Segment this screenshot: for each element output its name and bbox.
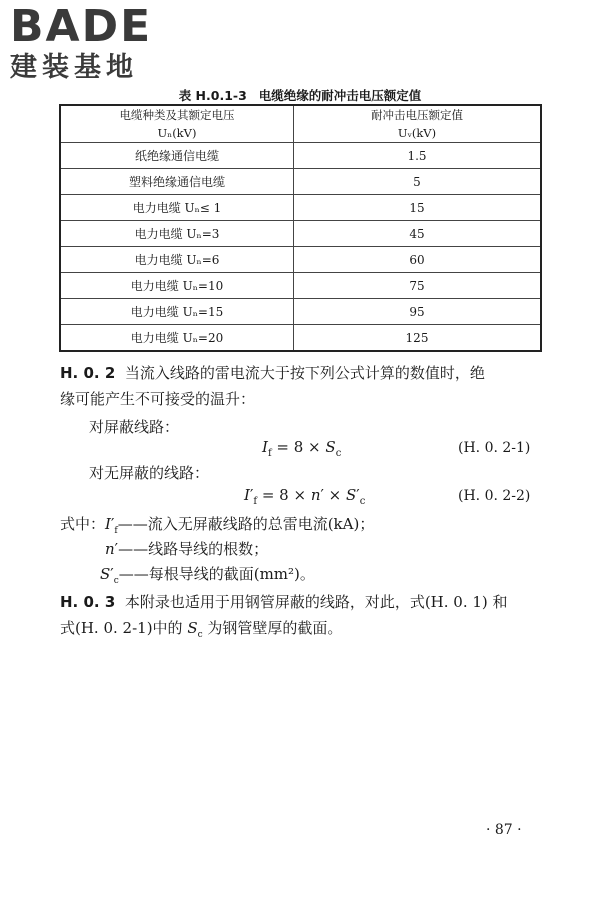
section-h03-number: H. 0. 3 [60,593,116,611]
cable-type-cell: 纸绝缘通信电缆 [60,143,294,169]
cable-type-cell: 电力电缆 Uₙ=20 [60,325,294,352]
table-row [60,299,541,325]
section-h02-line1: 当流入线路的雷电流大于按下列公式计算的数值时，绝 [124,364,485,382]
section-h03-line2: 式(H. 0. 2-1)中的 $S_c$ 为钢管壁厚的截面。 [60,619,343,640]
definition-1: 式中：$I'_f——$流入无屏蔽线路的总雷电流(kA)； [60,515,375,536]
definition-3-text: ——每根导线的截面(mm²)。 [118,565,315,583]
shielded-formula: $I_f = 8 \times S_c$ [262,438,342,459]
impulse-voltage-cell: 5 [294,169,542,195]
section-h02 [60,360,485,386]
header-cable-type-line2: Uₙ(kV) [60,124,294,143]
unshielded-formula: $I'_f = 8 \times n' \times S'_c$ [244,486,366,507]
table-row [60,221,541,247]
unshielded-label: 对无屏蔽的线路： [89,464,210,482]
header-cable-type-line1: 电缆种类及其额定电压 [60,105,294,124]
cable-type-cell: 电力电缆 Uₙ=6 [60,247,294,273]
table-caption-number: 表 H.0.1-3 [178,88,247,103]
table-row [60,195,541,221]
cable-type-cell: 电力电缆 Uₙ=3 [60,221,294,247]
header-rated-voltage-line1: 耐冲击电压额定值 [294,105,542,124]
cable-type-cell: 电力电缆 Uₙ≤ 1 [60,195,294,221]
impulse-voltage-cell: 125 [294,325,542,352]
cable-type-cell: 塑料绝缘通信电缆 [60,169,294,195]
impulse-voltage-cell: 75 [294,273,542,299]
impulse-voltage-table [59,104,542,352]
table-row [60,273,541,299]
shielded-label: 对屏蔽线路： [89,418,180,436]
definition-2-text: ——线路导线的根数； [118,540,269,558]
impulse-voltage-cell: 1.5 [294,143,542,169]
impulse-voltage-cell: 15 [294,195,542,221]
table-row [60,247,541,273]
shielded-eq-number: (H. 0. 2-1) [458,440,531,456]
cable-type-cell: 电力电缆 Uₙ=15 [60,299,294,325]
unshielded-eq-number: (H. 0. 2-2) [458,488,531,504]
definitions-intro: 式中： [60,515,106,533]
logo-brand-en: BADE [10,1,153,52]
cable-type-cell: 电力电缆 Uₙ=10 [60,273,294,299]
table-caption [60,86,540,104]
page-number: · 87 · [486,822,522,838]
definition-3: $S'_c——$每根导线的截面(mm²)。 [100,565,315,586]
impulse-voltage-cell: 45 [294,221,542,247]
impulse-voltage-cell: 95 [294,299,542,325]
section-h02-number: H. 0. 2 [60,364,116,382]
logo-brand-cn: 建装基地 [10,52,138,83]
section-h02-line2: 缘可能产生不可接受的温升： [60,390,256,408]
bade-logo [10,1,153,84]
table-row [60,169,541,195]
section-h03-line1: 本附录也适用于用钢管屏蔽的线路，对此，式(H. 0. 1) 和 [124,593,508,611]
impulse-voltage-cell: 60 [294,247,542,273]
table-caption-title: 电缆绝缘的耐冲击电压额定值 [258,88,422,103]
definition-1-text: ——流入无屏蔽线路的总雷电流(kA)； [117,515,375,533]
definition-2: n′——线路导线的根数； [105,540,269,558]
table-row [60,143,541,169]
header-rated-voltage-line2: Uᵥ(kV) [294,124,542,143]
table-row [60,325,541,352]
section-h03 [60,589,508,615]
